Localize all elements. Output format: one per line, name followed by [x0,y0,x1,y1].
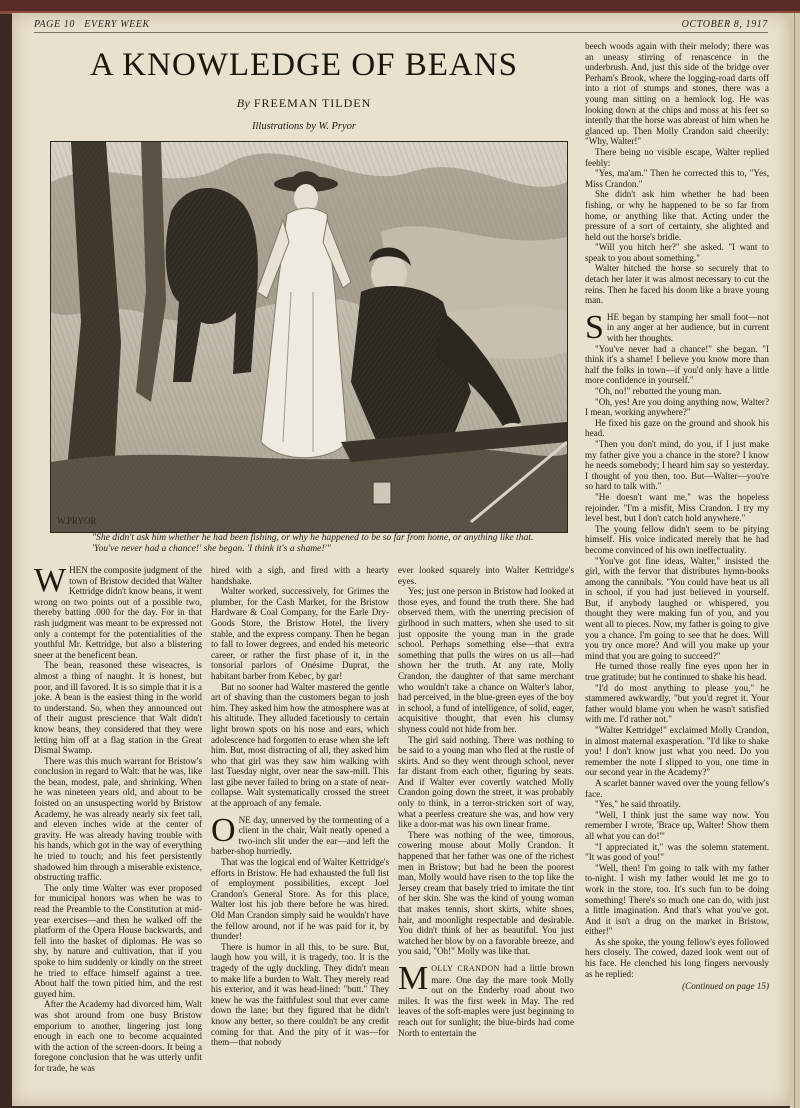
paragraph: "Oh, no!" rebutted the young man. [595,386,722,396]
paragraph: That was the logical end of Walter Kettridge's efforts in Bristow. He had exhausted the full list of employment possibilities, except Joel Crandon's General Store. As for this place, Walter lost his job there before he was hired. Old Man Crandon simply said he wouldn't have the fellow around, not if he was paid for it, by thunder! [211,857,389,942]
paragraph: "Will you hitch her?" she asked. "I want to speak to you about something." [585,242,769,263]
paragraph: She didn't ask him whether he had been fishing, or why he happened to be so far from home, or anything like that. Acting under the pressure of a sort of certainty, she alighted and held out the horse's bridle. [585,189,769,242]
paragraph: The young fellow didn't seem to be pitying himself. His voice indicated merely that he had become convinced of his own ineffectuality. [585,523,769,555]
author-name: FREEMAN TILDEN [253,96,372,110]
paragraph: There was this much warrant for Bristow's conclusion in regard to Walt: that he was, like the bean, modest, pale, and shrinking. When he was nineteen years old, and about to be foisted on an unsuspecting world by Bristow Academy, he was already nearly six feet tall, and eleven inches wide at the center of gravity. He was already having trouble with his hands, which got in the way of everything he tried to touch; and his feet persistently shadowed him through a miserable existence, obstructing traffic. [34,755,202,883]
paragraph: "Yes," he said throatily. [595,799,681,810]
paragraph: ever looked squarely into Walter Kettridge's eyes. [398,565,574,586]
issue-date: OCTOBER 8, 1917 [681,19,768,30]
paragraph-text: HE began by stamping her small foot—not in any anger at her audience, but in current with her thoughts. [606,311,769,344]
paragraph: The girl said nothing. There was nothing to be said to a young man who fled at the rustle of skirts. And so they went through school, never far distant from each other, figuring by seats. And if Walter ever covertly watched Molly Crandon going down the street, it was probably only to think, in a terror-stricken sort of way, what a peerless creature she was, and how very like a door-mat was his own linear frame. [398,734,574,830]
drop-cap: M [398,959,429,997]
paragraph: Walter worked, successively, for Grimes the plumber, for the Cash Market, for the Bristow Hardware & Coal Company, for the Earle Dry-Goods Store, the Bristow Hotel, the livery stable, and the express company. Then he began to fall to lower degrees, and ended his meteoric career, or rather the first phase of it, in the tonsorial parlors of Onésime Duprat, the habitant barber from Kebec, by gar! [211,586,389,681]
text-column-2 [211,565,389,1048]
book-binding [0,0,800,14]
paragraph [211,811,389,857]
paragraph: The only time Walter was ever proposed for municipal honors was when he was to read the Preamble to the Constitution at mid-year exercises—and then he walked off the platform of the Opera House backwards, and fell into the basket of diplomas. He was so shy, by nature and cultivation, that if you spoke to him suddenly or kindly on the street he tried to efface himself against a tree. About half the town pitied him, and the rest guyed him. [34,882,202,999]
text-column-1 [34,562,202,1074]
paragraph: The bean, reasoned these wiseacres, is almost a thing of naught. It is honest, but poor, and ill favored. It is so simple that it is a joke. A bean is the easiest thing in the world to understand. So, when they announced out of their august prescience that Walt didn't know beans, they considered that they were letting him off at a flag station in the Great Dismal Swamp. [34,660,202,756]
paragraph: There was nothing of the wee, timorous, cowering mouse about Molly Crandon. It happened that her father was one of the richest men in Bristow; but had he been the poorest man, Molly would have risen to the top like the Jersey cream that basely tried to imitate the tint of her skin. She was the kind of young woman that makes tennis, short skirts, white shoes, hair, and moonlight respectable and desirable. You didn't think of her as beautiful. You just watched her blow by on a favorable breeze, and you said, "Oh!" Molly was like that. [398,829,574,957]
paragraph [585,308,769,346]
paragraph: "Yes, ma'am." Then he corrected this to, "Yes, Miss Crandon." [585,168,769,189]
paragraph: beech woods again with their melody; there was an uneasy stirring of renascence in the underbrush. And, just this side of the bridge over Perham's Brook, where the logging-road darts off into a riot of stumps and stones, there was a young man sitting on a hemlock log. He was looking down at the chips and moss at his feet so intently that the horse was abreast of him when he glanced up. Then Molly Crandon said cheerily: "Why, Walter!" [585,41,769,147]
paragraph: "Walter Kettridge!" exclaimed Molly Crandon, in almost maternal exasperation. "I'd like to shake you! I don't know just what you need. Do you remember the note I slipped to you, one time in our second year in the Academy?" [585,725,769,778]
paragraph: "I appreciated it," was the solemn statement. "It was good of you!" [585,841,769,863]
paragraph: "You've never had a chance!" she began. "I think it's a shame! I believe you know more than half the folks in town—if you'd only have a little more confidence in yourself." [585,343,769,386]
paragraph: Yes; just one person in Bristow had looked at those eyes, and found the truth there. She had observed them, with the unerring precision of girlhood in such matters, when she used to sit just opposite the young man in the grade school. Perhaps something else—that extra something that pulls the wires on us all—had shown her the truth. At any rate, Molly Crandon, the daughter of that same merchant who wouldn't take a chance on Walter's labor, had perceived, in the blue-green eyes of the boy in school, a fund of intelligence, of solid, eager, acquisitive thought, that even his clumsy shyness could not hide from her. [398,586,574,734]
paragraph: "I'd do most anything to please you," he stammered awkwardly, "but you'd regret it. Your father would blame you when he wasn't satisfied with me. I'd rather not." [585,682,769,725]
paragraph-text: had a little brown mare. One day the mare took Molly out on the Enderby road about two miles. It was the first week in May. The red leaves of the soft-maples were just beginning to reach out for sunlight; the blue-birds had come North to entertain the [398,962,574,1038]
byline [34,96,574,111]
continued-notice: (Continued on page 15) [682,981,769,992]
paragraph: "Well, then! I'm going to talk with my father to-night. I wish my father would let me go to work in the store, too. It's such fun to be doing something! There's so much one can do, with just a little imagination. And that's what you've got. And it isn't a drug on the market in Bristow, either!" [585,862,769,937]
paragraph-text: HEN the composite judgment of the town of Bristow decided that Walter Kettridge didn't know beans, it went wrong on two points out of a possible two, thereby batting .000 for the day. For in that rash judgment was meant to be expressed not only a contempt for the potentialities of the youthful Mr. Kettridge, but also a blistering sneer at the beneficent bean. [34,565,202,660]
page-edge [790,13,800,1108]
paragraph: He turned those really fine eyes upon her in true gratitude; but he continued to shake his head. [585,661,769,683]
paragraph: Walter hitched the horse so securely that to detach her later it was almost necessary to cut the reins. Then he faced his doom like a brave young man. [585,263,769,306]
paragraph: After the Academy had divorced him, Walt was shot around from one busy Bristow emporium to another, lingering just long enough in each one to become acquainted with the action of the screen-doors. It being a foregone conclusion that he was utterly unfit for trade, he was [34,999,202,1073]
magazine-page [12,13,790,1106]
paragraph: But no sooner had Walter mastered the gentle art of shaving than the customers began to josh him. They asked him how the atmosphere was at his altitude. They alluded facetiously to certain light brown spots on his nose and ears, which adolescence had forgotten to erase when she left him. But, most distracting of all, they asked him who that girl was they saw him walking with last Tuesday night, over near the saw-mill. This last gibe never failed to bring on a state of near-collapse. Walt systematically crossed the street at the approach of any female. [211,681,389,809]
byline-prefix: By [236,96,251,110]
page-folio [34,19,150,30]
running-head [34,19,768,33]
artist-signature: W.PRYOR [57,516,97,526]
page-label: PAGE 10 [34,19,75,30]
text-column-4 [585,41,769,992]
paragraph: "Then you don't mind, do you, if I just make my father give you a chance in the store? I know he needs somebody; I heard him say so yesterday. I thought of you then, too. But—Walter—you're so hard to talk with." [585,438,769,492]
illustration-drawing [51,142,567,532]
paragraph: "You've got fine ideas, Walter," insisted the girl, with the fervor that distributes hymn-books among the cannibals. "You could have beat us all in school, if you had just believed in yourself. But, if anybody laughed or whispered, you thought they were making fun of you, and you went all to pieces. Now, my father is going to give you a chance. I'm going to see that he does. Will you try once more? And will you make up your mind that you are going to succeed?" [585,555,769,661]
paragraph: He fixed his gaze on the ground and shook his head. [585,417,769,439]
paragraph: "Oh, yes! Are you doing anything now, Walter? I mean, working anywhere?" [585,396,769,418]
paragraph [398,959,574,1038]
article-title: A KNOWLEDGE OF BEANS [90,47,518,83]
paragraph: "Well, I think just the same way now. You remember I wrote, 'Brace up, Walter! Show them all what you can do!'" [585,809,769,841]
illustration-caption: "She didn't ask him whether he had been fishing, or why he happened to be so far from home, or anything like that. 'You've never had a chance!' she began. 'I think it's a shame!'" [92,532,534,554]
paragraph: "He doesn't want me," was the hopeless rejoinder. "I'm a misfit, Miss Crandon. I try my level best, but I don't catch hold anywhere." [585,491,769,524]
illustration-image [50,141,568,533]
publication-name: EVERY WEEK [84,19,150,30]
paragraph: hired with a sigh, and fired with a hearty handshake. [211,565,389,586]
drop-cap: O [211,811,236,849]
paragraph: There is humor in all this, to be sure. But, laugh how you will, it is tragedy, too. It is the tragedy of the ugly duckling. They didn't mean to make life a burden to Walt. They merely read his exterior, and it was head-lined: "butt." They knew he was the faithfulest soul that ever came down the lane; but they figured that he didn't know any better, so there couldn't be any credit coming for that. And the pity of it was—for them—that nobody [211,941,389,1048]
illustrations-credit: Illustrations by W. Pryor [251,121,357,132]
paragraph: A scarlet banner waved over the young fellow's face. [585,777,769,799]
text-column-3 [398,565,574,1038]
paragraph: There being no visible escape, Walter replied feebly: [585,146,769,168]
paragraph-text: NE day, unnerved by the tormenting of a client in the chair, Walt neatly opened a two-inch slit under the ear—and left the barber-shop hurriedly. [211,814,389,857]
drop-cap: W [34,562,67,599]
drop-cap: S [585,308,604,346]
lead-in: OLLY CRANDON [431,963,500,973]
paragraph [34,562,202,660]
paragraph: As she spoke, the young fellow's eyes followed hers closely. The cowed, dazed look went out of his face. He clenched his long fingers nervously as he replied: [585,936,769,979]
